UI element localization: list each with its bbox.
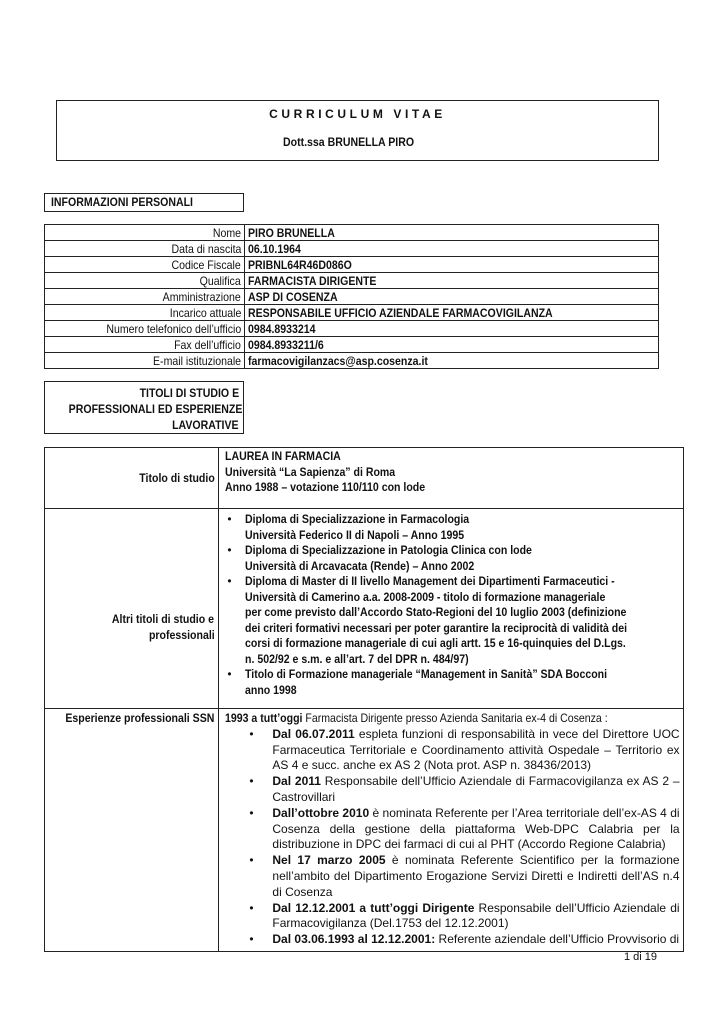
esperienze-item-date: Dal 12.12.2001 a tutt’oggi Dirigente (272, 900, 475, 915)
altri-titoli-item (225, 543, 679, 574)
section-personal-info-title: INFORMAZIONI PERSONALI (51, 195, 193, 209)
person-name: Dott.ssa BRUNELLA PIRO (283, 135, 415, 149)
esperienze-item-text: Responsabile dell’Ufficio Aziendale di Farmacovigilanza ex AS 2 – Castrovillari (272, 774, 680, 804)
info-value: PIRO BRUNELLA (248, 225, 335, 240)
personal-info-table (44, 224, 659, 369)
esperienze-item-text: è nominata Referente per l’Area territoriale dell’ex-AS 4 di Cosenza della gestione della piattaforma Web-DPC Calabria per la distribuzione in DPC dei farmaci di cui al PHT (Accordo Regione Calabria) (272, 805, 680, 852)
studio-line: Università “La Sapienza” di Roma (225, 464, 396, 479)
esperienze-item (225, 774, 679, 806)
esperienze-item (225, 806, 679, 853)
esperienze-item (225, 727, 679, 774)
info-value: 0984.8933211/6 (248, 337, 324, 352)
info-row (45, 257, 659, 273)
info-value: RESPONSABILE UFFICIO AZIENDALE FARMACOVIGILANZA (248, 305, 553, 320)
label-altri-titoli: professionali (148, 627, 215, 642)
altri-titoli-item (225, 667, 679, 698)
esperienze-item (225, 853, 679, 900)
esperienze-item (225, 901, 679, 933)
esperienze-item-date: Dal 2011 (272, 774, 321, 789)
esperienze-item-text: Referente aziendale dell’Ufficio Provvisorio di (435, 932, 680, 947)
label-esperienze: Esperienze professionali SSN (65, 711, 215, 725)
altri-titoli-line: Diploma di Master di II livello Management dei Dipartimenti Farmaceutici - (245, 574, 616, 588)
info-value-cell (245, 241, 659, 257)
info-row (45, 305, 659, 321)
altri-titoli-item (225, 574, 679, 667)
info-value-cell (245, 353, 659, 369)
info-label: Fax dell’ufficio (174, 337, 241, 352)
altri-titoli-line: Diploma di Specializzazione in Patologia Clinica con lode (245, 543, 533, 557)
row-esperienze (45, 709, 684, 952)
row-titolo-di-studio (45, 448, 684, 509)
altri-titoli-line: per come previsto dall’Accordo Stato-Regioni del 10 luglio 2003 (definizione (245, 605, 627, 619)
info-value: farmacovigilanzacs@asp.cosenza.it (248, 353, 428, 368)
info-label-cell (45, 353, 245, 369)
info-value-cell (245, 337, 659, 353)
altri-titoli-line: n. 502/92 e s.m. e all’art. 7 del DPR n. 484/97) (245, 651, 470, 666)
label-titolo-di-studio: Titolo di studio (138, 471, 215, 485)
section-titoli-line: TITOLI DI STUDIO E (139, 386, 239, 400)
studio-line: Anno 1988 – votazione 110/110 con lode (225, 480, 426, 494)
esperienze-item-text: Responsabile dell’Ufficio Aziendale di Farmacovigilanza (Del.1753 del 12.12.2001) (272, 900, 680, 931)
info-row (45, 289, 659, 305)
document-title: CURRICULUM VITAE (269, 107, 446, 121)
altri-titoli-line: dei criteri formativi necessari per poter garantire la reciprocità di validità dei (245, 620, 628, 635)
altri-titoli-line: Università di Camerino a.a. 2008-2009 - titolo di formazione manageriale (245, 589, 606, 604)
info-label-cell (45, 305, 245, 321)
info-row (45, 273, 659, 289)
info-value: FARMACISTA DIRIGENTE (248, 273, 377, 288)
esperienze-intro-bold: 1993 a tutt’oggi (225, 711, 303, 725)
section-titoli-line: PROFESSIONALI ED ESPERIENZE (68, 402, 243, 416)
info-label: Numero telefonico dell’ufficio (106, 321, 241, 336)
info-label: E-mail istituzionale (152, 353, 241, 368)
altri-titoli-line: corsi di formazione manageriale di cui agli artt. 15 e 16-quinquies del D.Lgs. (245, 636, 627, 650)
esperienze-intro (225, 711, 608, 727)
titoli-table (44, 447, 684, 952)
altri-titoli-line: Diploma di Specializzazione in Farmacologia (245, 512, 470, 526)
info-label: Qualifica (199, 273, 241, 288)
info-value: 06.10.1964 (248, 241, 301, 256)
info-label-cell (45, 241, 245, 257)
info-row (45, 241, 659, 257)
esperienze-list (225, 727, 679, 948)
esperienze-item-date: Nel 17 marzo 2005 (272, 853, 386, 868)
esperienze-item (225, 932, 679, 948)
info-value-cell (245, 289, 659, 305)
studio-line: LAUREA IN FARMACIA (225, 449, 342, 463)
info-value: PRIBNL64R46D086O (248, 257, 352, 272)
info-value: ASP DI COSENZA (248, 289, 338, 304)
info-label-cell (45, 337, 245, 353)
info-label-cell (45, 225, 245, 241)
info-value-cell (245, 257, 659, 273)
altri-titoli-item (225, 512, 679, 543)
row-altri-titoli (45, 509, 684, 709)
info-row (45, 225, 659, 241)
esperienze-intro-text: Farmacista Dirigente presso Azienda Sanitaria ex-4 di Cosenza : (302, 711, 609, 725)
info-label: Data di nascita (171, 241, 241, 256)
page-number: 1 di 19 (623, 951, 657, 963)
section-personal-info (44, 193, 244, 212)
info-row (45, 321, 659, 337)
info-label-cell (45, 273, 245, 289)
altri-titoli-line: Università di Arcavacata (Rende) – Anno 2002 (245, 558, 475, 573)
altri-titoli-line: Università Federico II di Napoli – Anno 1995 (245, 527, 465, 542)
info-value: 0984.8933214 (248, 321, 316, 336)
info-row (45, 353, 659, 369)
info-value-cell (245, 273, 659, 289)
label-altri-titoli: Altri titoli di studio e (112, 611, 215, 626)
info-value-cell (245, 305, 659, 321)
altri-titoli-line: anno 1998 (245, 682, 298, 697)
info-label: Incarico attuale (169, 305, 241, 320)
info-value-cell (245, 225, 659, 241)
esperienze-item-text: espleta funzioni di responsabilità in vece del Direttore UOC Farmaceutica Territoriale e Coordinamento attività Ospedale – Territorio ex AS 4 e succ. anche ex AS 2 (Nota prot. ASP n. 38436/2013) (272, 726, 680, 773)
altri-titoli-line: Titolo di Formazione manageriale “Management in Sanità” SDA Bocconi (245, 667, 608, 681)
esperienze-item-date: Dall’ottobre 2010 (272, 805, 370, 820)
section-titoli-line: LAVORATIVE (172, 418, 239, 432)
section-titoli (44, 381, 244, 434)
info-value-cell (245, 321, 659, 337)
cv-header-box (56, 100, 659, 161)
info-label-cell (45, 257, 245, 273)
info-label: Nome (212, 225, 241, 240)
esperienze-item-date: Dal 03.06.1993 al 12.12.2001: (272, 932, 436, 947)
info-label: Codice Fiscale (171, 257, 241, 272)
esperienze-item-text: è nominata Referente Scientifico per la formazione nell’ambito del Dipartimento Erogazione Servizi Diretti e Indiretti dell’AS n.4 di Cosenza (272, 853, 680, 899)
info-label-cell (45, 321, 245, 337)
esperienze-item-date: Dal 06.07.2011 (272, 726, 355, 741)
info-label: Amministrazione (162, 289, 241, 304)
info-row (45, 337, 659, 353)
info-label-cell (45, 289, 245, 305)
altri-titoli-list (225, 509, 679, 698)
